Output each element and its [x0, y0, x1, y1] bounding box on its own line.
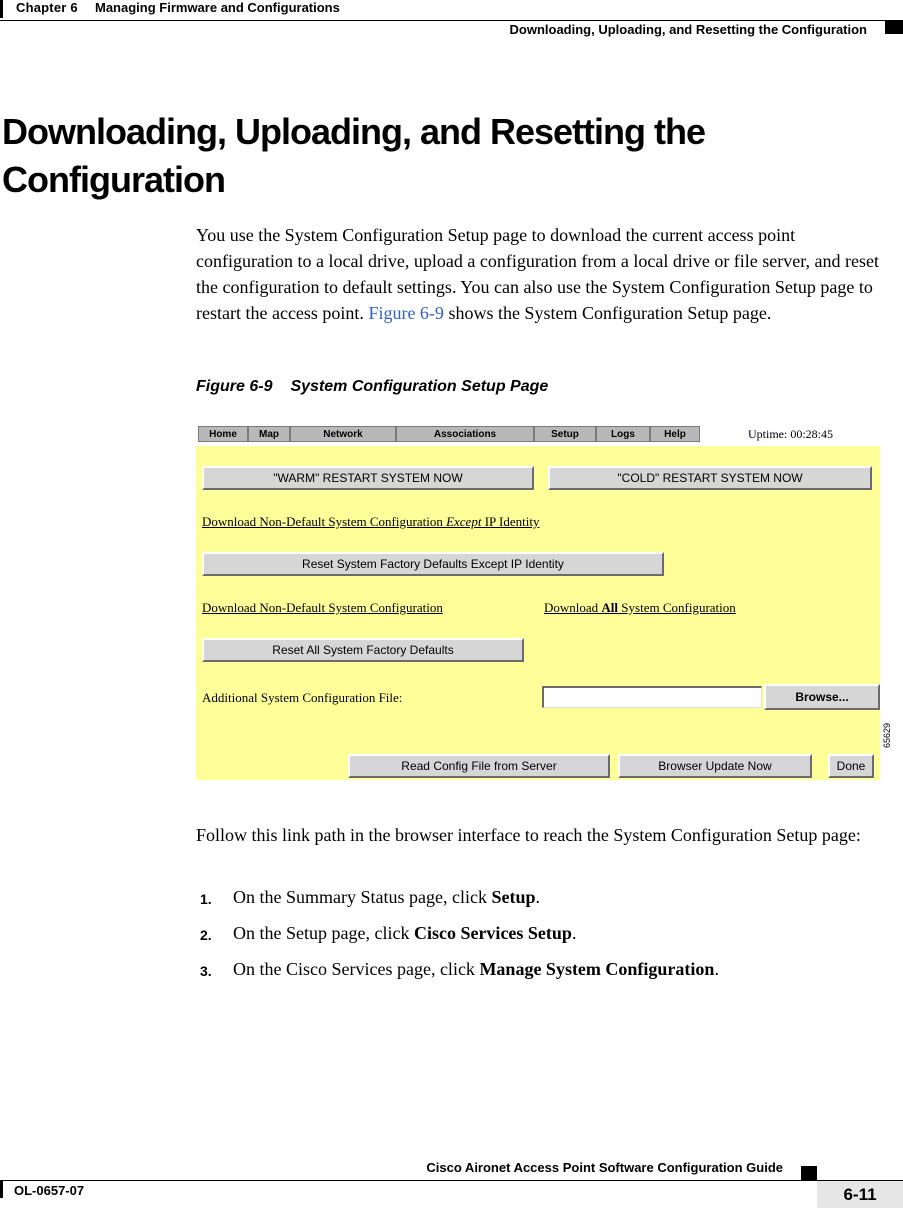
nav-bar: [198, 426, 700, 442]
step-number: 1.: [200, 891, 212, 907]
step-text: On the Setup page, click Cisco Services Setup.: [233, 923, 577, 943]
nav-tab-network[interactable]: Network: [290, 426, 396, 442]
footer-rule: [0, 1180, 903, 1181]
uptime-readout: Uptime: 00:28:45: [748, 427, 833, 441]
cold-restart-button[interactable]: "COLD" RESTART SYSTEM NOW: [548, 466, 872, 490]
intro-text-before: You use the System Configuration Setup page to download the current access point configuration to a local drive, upload a configuration from a local drive or file server, and reset the configuration to default settings. You can also use the System Configuration Setup page to restart the access point.: [196, 225, 880, 323]
step-bold: Manage System Configuration: [479, 959, 715, 979]
browser-update-button[interactable]: Browser Update Now: [618, 754, 812, 778]
figure-id: 65629: [882, 722, 892, 748]
warm-restart-button[interactable]: "WARM" RESTART SYSTEM NOW: [202, 466, 534, 490]
download-except-ip-suffix: IP Identity: [481, 514, 540, 529]
nav-tab-map[interactable]: Map: [248, 426, 290, 442]
header-rule: [0, 20, 903, 21]
config-file-input[interactable]: [542, 686, 762, 708]
step-bold: Cisco Services Setup: [413, 923, 572, 943]
intro-text-after: shows the System Configuration Setup page.: [443, 303, 772, 323]
footer-doc-number: OL-0657-07: [14, 1183, 85, 1198]
header-chapter-title: Managing Firmware and Configurations: [95, 0, 340, 15]
nav-tab-home[interactable]: Home: [198, 426, 248, 442]
header-section-title: Downloading, Uploading, and Resetting the Configuration: [509, 22, 867, 37]
additional-file-label: Additional System Configuration File:: [202, 690, 403, 705]
download-all-bold: All: [601, 600, 619, 615]
header-left-bar: [0, 0, 3, 18]
done-button[interactable]: Done: [828, 754, 874, 778]
download-except-ip-prefix: Download Non-Default System Configuration: [202, 514, 447, 529]
download-non-default-link[interactable]: Download Non-Default System Configuration: [202, 600, 443, 615]
page-title: Downloading, Uploading, and Resetting the Configuration: [2, 111, 705, 200]
step-number: 3.: [200, 963, 212, 979]
figure-number: Figure 6-9: [196, 378, 273, 395]
figure-caption: [196, 378, 548, 396]
intro-paragraph: [196, 222, 896, 326]
reset-all-button[interactable]: Reset All System Factory Defaults: [202, 638, 524, 662]
nav-tab-setup[interactable]: Setup: [534, 426, 596, 442]
system-config-setup-figure: [196, 418, 892, 782]
header-chapter: Chapter 6: [16, 0, 78, 15]
download-all-link[interactable]: [544, 600, 736, 616]
step-number: 2.: [200, 927, 212, 943]
step-text: On the Summary Status page, click Setup.: [233, 887, 540, 907]
figure-xref-link[interactable]: Figure 6-9: [368, 303, 444, 323]
figure-title: System Configuration Setup Page: [290, 378, 549, 395]
download-all-suffix: System Configuration: [618, 600, 736, 615]
footer-guide-title: Cisco Aironet Access Point Software Configuration Guide: [426, 1160, 783, 1175]
follow-paragraph: Follow this link path in the browser interface to reach the System Configuration Setup page:: [196, 825, 861, 845]
nav-tab-help[interactable]: Help: [650, 426, 700, 442]
step-bold: Setup: [491, 887, 536, 907]
reset-except-ip-button[interactable]: Reset System Factory Defaults Except IP Identity: [202, 552, 664, 576]
setup-panel: [196, 446, 880, 780]
nav-tab-associations[interactable]: Associations: [396, 426, 534, 442]
read-config-file-button[interactable]: Read Config File from Server: [348, 754, 610, 778]
browse-button[interactable]: Browse...: [764, 684, 880, 710]
footer-left-bar: [0, 1180, 3, 1198]
download-except-ip-link[interactable]: [202, 514, 539, 530]
download-except-ip-italic: Except: [446, 514, 482, 529]
header-right-box: [885, 20, 903, 34]
footer-right-box: [801, 1166, 817, 1180]
footer-page-number: 6-11: [817, 1181, 903, 1208]
step-text: On the Cisco Services page, click Manage System Configuration.: [233, 959, 719, 979]
download-all-prefix: Download: [544, 600, 602, 615]
nav-tab-logs[interactable]: Logs: [596, 426, 650, 442]
